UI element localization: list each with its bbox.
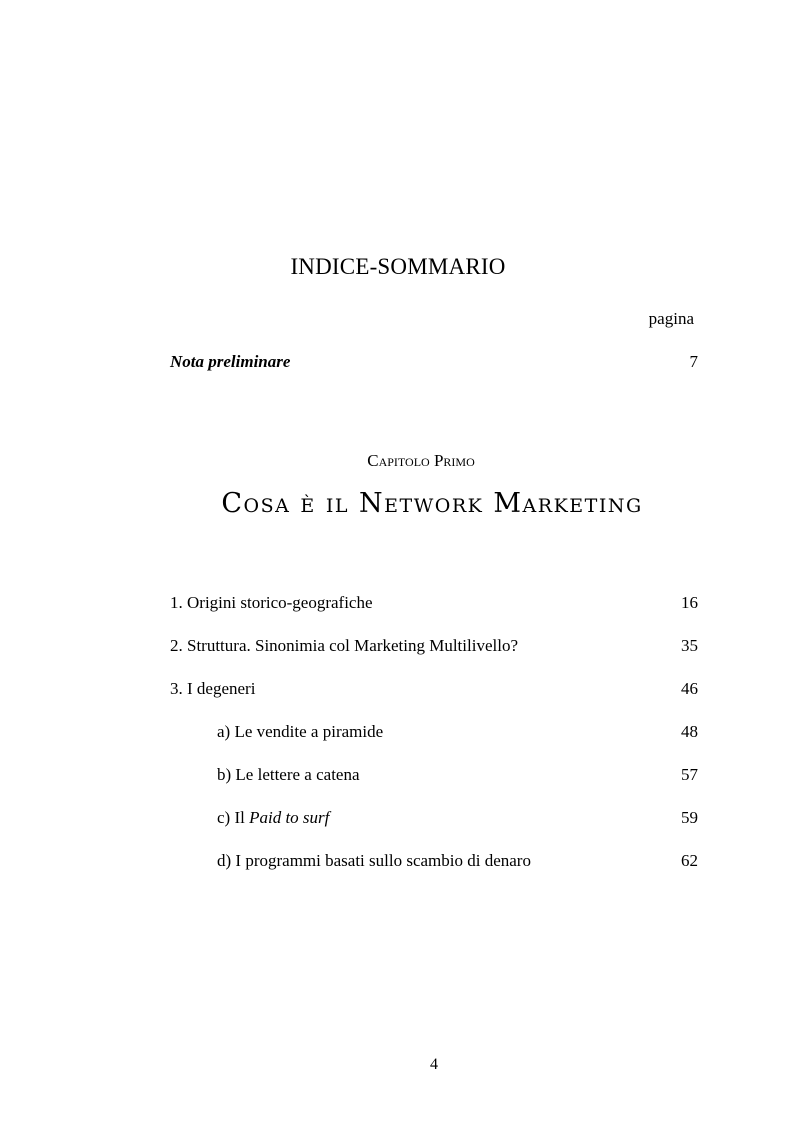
toc-entry-label: 1. Origini storico-geografiche: [170, 593, 373, 612]
toc-row: [170, 592, 698, 614]
toc-entry-page: 16: [681, 593, 698, 612]
page-column-label: pagina: [648, 309, 694, 328]
toc-entry-label: Nota preliminare: [170, 352, 291, 371]
toc-entry-label: d) I programmi basati sullo scambio di denaro: [217, 851, 531, 870]
toc-entry-label: b) Le lettere a catena: [217, 765, 360, 784]
chapter-label: [0, 451, 794, 471]
toc-entry-page: 62: [681, 851, 698, 870]
toc-entry-italic: Paid to surf: [249, 808, 330, 827]
toc-entry-page: 35: [681, 636, 698, 655]
toc-entry-label: a) Le vendite a piramide: [217, 722, 384, 741]
chapter-label-text: Capitolo Primo: [367, 451, 475, 470]
toc-entry-label: 2. Struttura. Sinonimia col Marketing Multilivello?: [170, 636, 518, 655]
chapter-title: Cosa è il Network Marketing: [221, 488, 643, 519]
toc-subrow: [170, 764, 698, 786]
toc-entry-page: 57: [681, 765, 698, 784]
page-title: INDICE-SOMMARIO: [290, 254, 506, 279]
toc-entry-page: 48: [681, 722, 698, 741]
toc-subrow: [170, 807, 698, 829]
toc-subrow: [170, 721, 698, 743]
toc-entry-prefix: c) Il: [217, 808, 250, 827]
toc-row: [170, 635, 698, 657]
toc-entry-page: 7: [689, 352, 698, 371]
toc-entry-page: 46: [681, 679, 698, 698]
toc-entry-page: 59: [681, 808, 698, 827]
toc-entry-label: 3. I degeneri: [170, 679, 256, 698]
page-number: 4: [430, 1056, 438, 1073]
toc-entry-label: [217, 807, 329, 829]
toc-row: [170, 678, 698, 700]
toc-subrow: [170, 850, 698, 872]
toc-row-preliminary: [170, 351, 698, 373]
